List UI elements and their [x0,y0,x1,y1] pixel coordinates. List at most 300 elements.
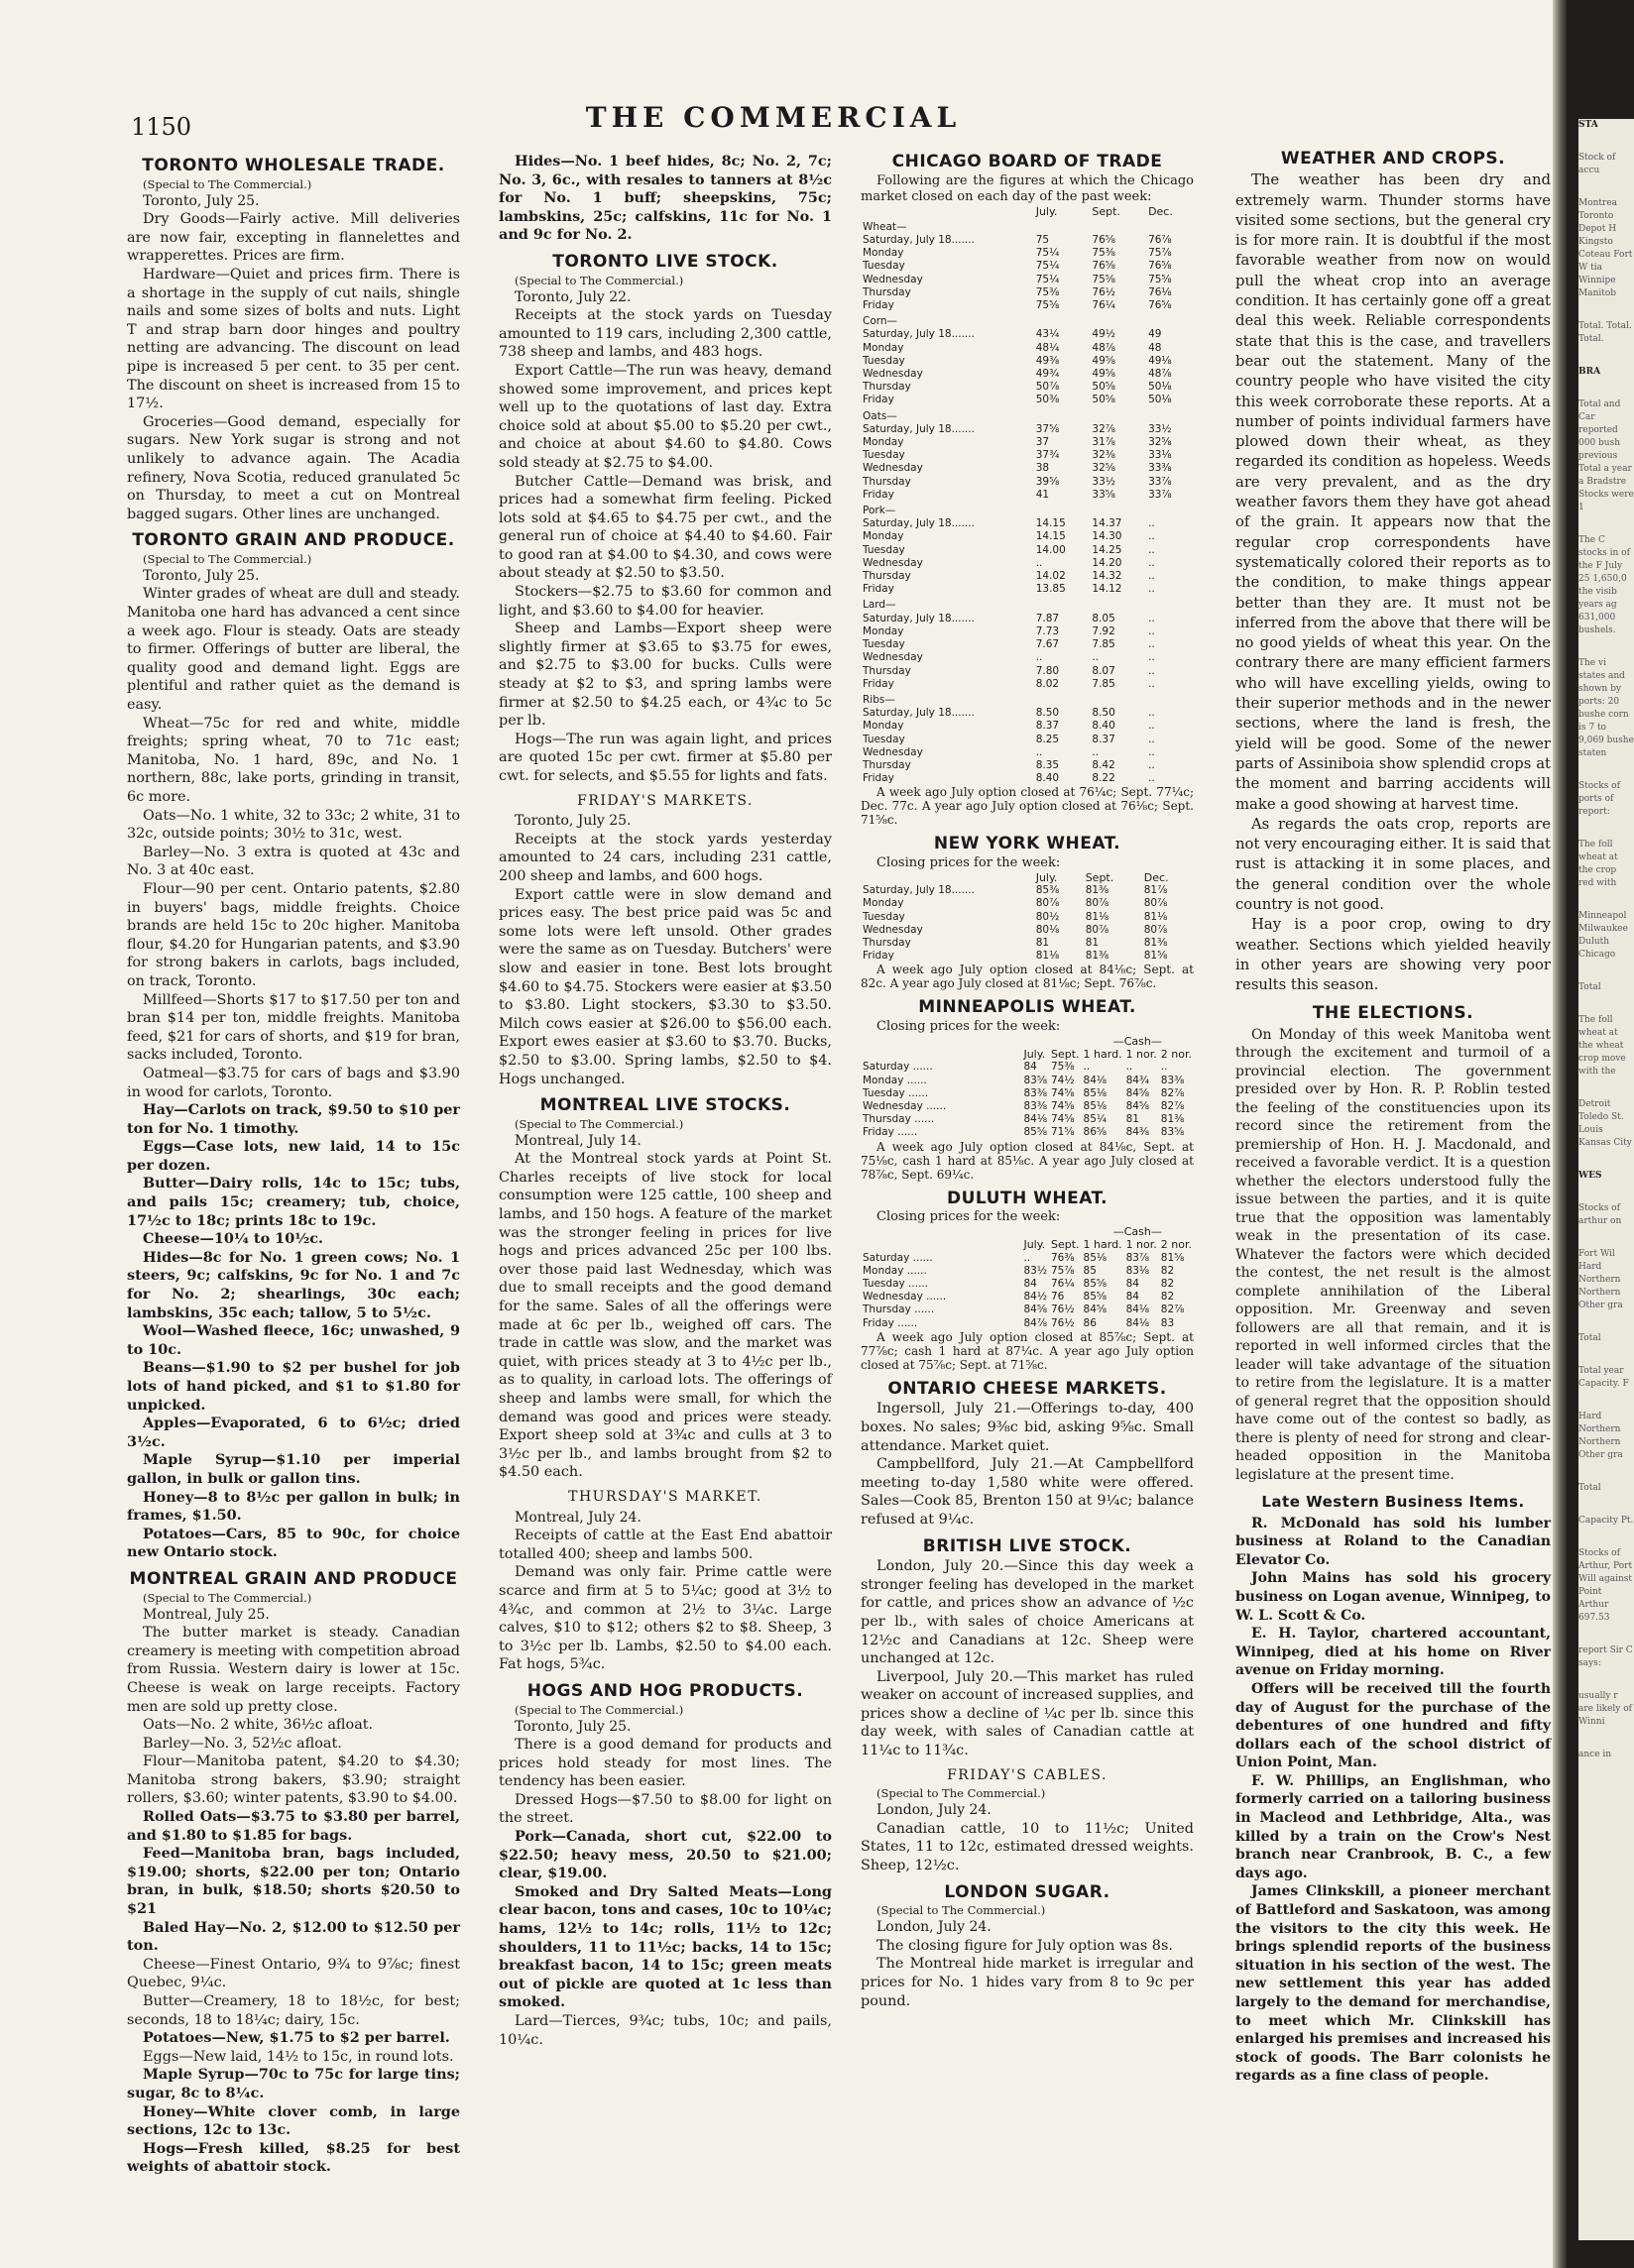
commodity-label: Wheat— [863,220,907,233]
section-title: LONDON SUGAR. [944,1881,1110,1902]
paragraph: The butter market is steady. Canadian creamery is meeting with competition abroad from Russia. Western dairy is lower at 15c. Cheese is weak on large receipts. Factory men are sold up pretty close. [127,1625,460,1715]
price-cell: 81⅛ [1035,950,1060,963]
price-cell: 49½ [1092,328,1115,341]
price-cell: .. [1148,570,1155,583]
price-cell: .. [1148,556,1155,569]
row-label: Friday [863,772,894,785]
row-label: Tuesday [863,733,905,745]
header-row [861,205,1194,218]
header-cell [1021,1225,1081,1238]
price-cell: 82⅞ [1160,1086,1185,1099]
paragraph: Flour—Manitoba patent, $4.20 to $4.30; Manitoba strong bakers, $3.90; straight rollers, $3.60; winter patents, $3.90 to $4.00. [127,1754,460,1807]
row-label: Thursday [863,570,911,583]
table-row [861,897,1194,910]
ny-wheat-table [861,871,1194,963]
price-cell: 85⅝ [1083,1291,1108,1304]
paragraph: Receipts at the stock yards on Tuesday amounted to 119 cars, including 2,300 cattle, 738 sheep and lambs, and 483 hogs. [499,307,832,361]
price-cell: 84 [1023,1277,1037,1290]
price-cell: 81 [1125,1113,1139,1126]
row-label: Tuesday ...... [863,1277,929,1290]
table-row [861,1317,1194,1330]
price-cell: 75⅞ [1051,1264,1075,1277]
table-row [861,368,1194,381]
special-credit: (Special to The Commercial.) [143,551,312,566]
price-cell: 8.05 [1092,612,1115,624]
price-cell: 14.02 [1035,570,1066,583]
price-cell: .. [1125,1061,1133,1074]
table-row [861,570,1194,583]
table-row [861,1304,1194,1316]
column-1 [127,149,460,2177]
strip-fragment: report Sir C says: [1578,1645,1633,1668]
table-row [861,489,1194,502]
section-title: THE ELECTIONS. [1312,1003,1474,1024]
paragraph: On Monday of this week Manitoba went through the excitement and turmoil of a provincial election. The government presided over by Hon. R. P. Roblin tested the feeling of the constituencies upon its record since the retirement from the premiership of Hon. H. J. Macdonald, and received a favorable verdict. It is a question whether the electors understood fully the issue between the parties, and it is quite true that the opposition was lamentably weak in the presentation of its case. Whatever the factors were which decided the contest, the net result is the almost complete annihilation of the Liberal opposition. Mr. Greenway and seven followers are all that remain, and it is reported in well informed circles that the leader will take advantage of the situation to retire from the legislature. It is a matter of general regret that the opposition should have come out of the contest so badly, as there is plenty of need for strong and clear-headed opposition in the Manitoba legislature at the present time. [1235,1026,1551,1483]
table-row [861,234,1194,247]
paragraph: Butcher Cattle—Demand was brisk, and prices had a somewhat firm feeling. Picked lots sold at $4.65 to $4.75 per cwt., and the general run of choice at $4.40 to $4.60. Fair to good ran at $4.00 to $4.30, and cows were about steady at $2.50 to $3.50. [499,473,832,582]
price-cell: 41 [1035,488,1050,501]
price-cell: 14.15 [1035,517,1066,530]
paragraph: Dressed Hogs—$7.50 to $8.00 for light on the street. [499,1791,832,1827]
price-cell: 75⅝ [1035,299,1060,312]
price-cell: 50⅛ [1148,381,1172,394]
row-label: Saturday, July 18....... [863,884,975,897]
commodity-group-row [861,691,1194,707]
price-cell: .. [1148,583,1155,596]
price-cell: 84¾ [1125,1074,1150,1086]
row-label: Tuesday [863,910,905,923]
price-cell: 82⅞ [1160,1099,1185,1112]
paragraph: At the Montreal stock yards at Point St. Charles receipts of live stock for local consumption were 125 cattle, 100 sheep and lambs, and 150 hogs. A feature of the market was the stronger feeling in prices for live hogs and prices advanced 25c per 100 lbs. over those paid last Wednesday, which was due to small receipts and the good demand for the same. Sales of all the offerings were made at 6c per lb., weighed off cars. The trade in cattle was slow, and the market was quiet, with prices steady at 3 to 4½c per lb., as to quality, in carload lots. The offerings of sheep and lambs were small, for which the demand was good and prices were steady. Export sheep sold at 3¾c and culls at 3 to 3½c per lb., and lambs brought from $2 to $4.50 each. [499,1151,832,1481]
price-cell: 8.40 [1092,720,1115,733]
table-row [861,381,1194,394]
price-cell: 80⅛ [1035,923,1060,936]
strip-fragment: STA [1578,120,1598,130]
strip-fragment: The vi states and shown by ports: 20 bushe corn is 7 to 9,069 bushe staten [1578,658,1634,758]
price-cell: 75 [1035,234,1050,246]
row-label: Wednesday ...... [863,1099,947,1112]
price-cell: 14.12 [1092,583,1122,596]
page-number: 1150 [131,113,192,141]
table-row [861,625,1194,638]
row-label: Tuesday [863,543,905,556]
price-cell: 14.00 [1035,543,1066,556]
price-cell: 14.37 [1092,517,1122,530]
price-cell: 49⅝ [1092,354,1115,367]
paragraph: Hogs—Fresh killed, $8.25 for best weights of abattoir stock. [127,2139,460,2176]
price-cell: 75⅜ [1092,247,1115,260]
strip-fragment: usually r are likely of Winni [1578,1691,1632,1727]
paragraph: Export cattle were in slow demand and prices easy. The best price paid was 5c and some lots were left unsold. Other grades were the same as on Tuesday. Butchers' were slow and easier in tone. Best lots brought $4.60 to $4.75. Stockers were easier at $3.50 to $3.80. Light stockers, $3.30 to $3.50. Milch cows easier at $26.00 to $56.00 each. Export ewes easier at $3.60 to $3.70. Bucks, $2.50 to $3.00. Spring lambs, $2.50 to $4. Hogs unchanged. [499,886,832,1087]
strip-fragment: Total [1578,1333,1601,1343]
price-cell: .. [1160,1061,1168,1074]
strip-fragment: WES [1578,1171,1602,1181]
strip-fragment: Total year Capacity. F [1578,1366,1629,1389]
table-intro: Closing prices for the week: [876,1209,1061,1225]
subheading: FRIDAY'S CABLES. [947,1766,1108,1783]
price-cell: 81 [1035,936,1050,949]
section-title: TORONTO LIVE STOCK. [552,251,778,272]
price-cell: 85⅛ [1083,1086,1108,1099]
strip-fragment: Detroit Toledo St. Louis Kansas City [1578,1099,1632,1148]
price-cell: 83⅜ [1023,1099,1047,1112]
price-cell: 84½ [1023,1291,1047,1304]
price-cell: 83⅞ [1125,1251,1150,1264]
cash-header-row [861,1035,1194,1048]
table-row [861,423,1194,436]
price-cell: .. [1092,651,1100,664]
table-row [861,260,1194,273]
paragraph: Honey—8 to 8½c per gallon in bulk; in frames, $1.50. [127,1488,460,1525]
table-row [861,557,1194,570]
paragraph: Pork—Canada, short cut, $22.00 to $22.50; heavy mess, 20.50 to $21.00; clear, $19.00. [499,1828,832,1882]
price-cell: 50⅝ [1092,381,1115,394]
price-cell: 76⅞ [1148,234,1172,246]
header-cell [1021,1035,1081,1048]
dateline: Toronto, July 25. [515,813,632,830]
price-cell: 8.07 [1092,664,1115,677]
row-label: Saturday, July 18....... [863,328,975,341]
price-cell: 81⅜ [1160,1113,1185,1126]
paragraph: Dry Goods—Fairly active. Mill deliveries are now fair, excepting in flannelettes and wrapperettes. Prices are firm. [127,211,460,265]
price-cell: 80⅞ [1143,897,1168,910]
price-cell: 14.32 [1092,570,1122,583]
price-cell: 85⅝ [1023,1126,1047,1139]
column-3 [861,145,1194,2010]
table-note: A week ago July option closed at 85⅞c; Sept. at 77⅞c; cash 1 hard at 87¼c. A year ago July option closed at 75⅞c; Sept. at 71⅝c. [861,1329,1194,1372]
row-label [861,1035,1021,1048]
paragraph: Receipts of cattle at the East End abattoir totalled 400; sheep and lambs 500. [499,1528,832,1562]
strip-fragment: Total [1578,1483,1601,1493]
price-cell: 7.85 [1092,677,1115,690]
page-fold [1553,0,1567,2268]
price-cell: 84⅝ [1125,1099,1150,1112]
paragraph: Maple Syrup—70c to 75c for large tins; sugar, 8c to 8¼c. [127,2066,460,2101]
strip-fragment: The C stocks in of the F July 25 1,650,0 the visib years ag 631,000 bushels. [1578,535,1630,635]
special-credit: (Special to The Commercial.) [515,273,684,287]
price-cell: 75¼ [1035,247,1060,260]
row-label: Monday [863,530,904,543]
header-row [861,1048,1194,1061]
table-row [861,355,1194,368]
price-cell: .. [1148,651,1155,664]
price-cell: 7.73 [1035,624,1060,637]
paragraph: Hay is a poor crop, owing to dry weather. Sections which yielded heavily in other years are showing very poor results this season. [1235,916,1551,994]
paragraph: Campbellford, July 21.—At Campbellford meeting to-day 1,580 white were offered. Sales—Cook 85, Brenton 150 at 9¼c; balance refused at 9¼c. [861,1456,1194,1528]
row-label: Thursday [863,285,911,298]
price-cell: July. [1035,870,1058,884]
header-row [861,1238,1194,1251]
price-cell: 33⅝ [1092,488,1115,501]
price-cell: 39⅝ [1035,475,1060,488]
price-cell: 74½ [1051,1074,1075,1086]
paragraph: Sheep and Lambs—Export sheep were slightly firmer at $3.65 to $3.75 for ewes, and $2.75 to $3.00 for bucks. Culls were steady at $2 to $3, and spring lambs were firmer at $2.50 to $4.25 each, or 4¾c to 5c per lb. [499,621,832,730]
table-row [861,274,1194,286]
price-cell: 84⅝ [1083,1304,1108,1316]
dateline: Toronto, July 25. [143,567,260,584]
paragraph: Eggs—New laid, 14½ to 15c, in round lots. [143,2048,454,2065]
price-cell: .. [1023,1251,1031,1264]
table-row [861,1291,1194,1304]
price-cell: 84⅛ [1125,1316,1150,1329]
table-row [861,517,1194,530]
row-label: Saturday, July 18....... [863,234,975,246]
paragraph: Canadian cattle, 10 to 11½c; United States, 11 to 12c, estimated dressed weights. Sheep, 12½c. [861,1820,1194,1874]
paragraph: Butter—Dairy rolls, 14c to 15c; tubs, and pails 15c; creamery; tub, choice, 17½c to 18c; prints 18c to 19c. [127,1175,460,1229]
table-intro: Following are the figures at which the Chicago market closed on each day of the past week: [861,172,1194,204]
price-cell: Sept. [1051,1238,1080,1252]
table-row [861,544,1194,557]
strip-fragment: Total and Car reported 000 bush previous Total a year a Bradstre Stocks were 1 [1578,399,1634,512]
price-cell: .. [1148,772,1155,785]
row-label: Monday ...... [863,1264,927,1277]
table-row [861,1087,1194,1100]
table-row [861,924,1194,937]
price-cell: 50⅛ [1148,394,1172,406]
special-credit: (Special to The Commercial.) [143,176,312,191]
paragraph: Honey—White clover comb, in large sections, 12c to 13c. [127,2102,460,2139]
price-cell: .. [1083,1061,1091,1074]
paragraph: Baled Hay—No. 2, $12.00 to $12.50 per ton. [127,1918,460,1955]
paragraph: Maple Syrup—$1.10 per imperial gallon, in bulk or gallon tins. [127,1451,460,1487]
row-label: Wednesday [863,651,923,664]
price-cell: 80⅞ [1143,923,1168,936]
price-cell: 8.50 [1092,707,1115,720]
price-cell: 82 [1160,1264,1175,1277]
price-cell: 14.15 [1035,530,1066,543]
price-cell: 33⅜ [1148,462,1172,475]
price-cell: 14.20 [1092,556,1122,569]
price-cell: 75⅜ [1035,285,1060,298]
price-cell: .. [1148,638,1155,651]
paragraph: Hides—No. 1 beef hides, 8c; No. 2, 7c; No. 3, 6c., with resales to tanners at 8½c for No. 1 buff; sheepskins, 75c; lambskins, 25c; calfskins, 11c for No. 1 and 9c for No. 2. [499,153,832,244]
price-cell: 83⅝ [1160,1126,1185,1139]
masthead-title: THE COMMERCIAL [585,101,962,134]
table-row [861,1113,1194,1126]
price-cell: Dec. [1148,204,1173,218]
paragraph: Potatoes—Cars, 85 to 90c, for choice new Ontario stock. [127,1525,460,1561]
table-note: A week ago July option closed at 76¼c; Sept. 77¼c; Dec. 77c. A year ago July option closed at 76⅛c; Sept. 71⅝c. [861,785,1194,828]
row-label: Friday [863,950,894,963]
price-cell: 8.40 [1035,772,1060,785]
row-label: Monday [863,436,904,449]
price-cell: 1 hard. [1083,1238,1122,1252]
price-cell: 82 [1160,1291,1175,1304]
price-cell: 76⅝ [1148,260,1172,273]
price-cell: 83⅝ [1023,1074,1047,1086]
table-row [861,911,1194,924]
price-cell: 76 [1051,1291,1065,1304]
price-cell: 1 nor. [1125,1048,1157,1062]
row-label: Thursday [863,936,911,949]
strip-fragment: The foll wheat at the crop red with [1578,840,1618,888]
price-cell: July. [1023,1238,1046,1252]
strip-fragment: Fort Wil Hard Northern Northern Other gra [1578,1249,1623,1310]
price-cell: 14.30 [1092,530,1122,543]
price-cell: 48⅞ [1092,341,1115,354]
price-cell: .. [1148,612,1155,624]
price-cell: 85 [1083,1264,1097,1277]
paragraph: Potatoes—New, $1.75 to $2 per barrel. [143,2029,450,2047]
price-cell: 85⅛ [1083,1251,1108,1264]
table-row [861,462,1194,475]
section-title: CHICAGO BOARD OF TRADE [891,152,1163,171]
table-row [861,734,1194,746]
price-cell: 84⅞ [1023,1316,1047,1329]
price-cell: Sept. [1092,204,1120,218]
price-cell: 33½ [1148,422,1172,435]
row-label: Friday ...... [863,1316,918,1329]
table-row [861,247,1194,260]
column-2 [499,153,832,2049]
dateline: Montreal, July 24. [515,1509,642,1526]
special-credit: (Special to The Commercial.) [876,1903,1046,1918]
price-cell: 76¼ [1092,299,1115,312]
price-cell: 81⅛ [1085,910,1109,923]
table-row [861,1265,1194,1278]
price-cell: 37⅝ [1035,422,1060,435]
dateline: Toronto, July 25. [515,1718,632,1735]
row-label: Wednesday [863,462,923,475]
price-cell: Sept. [1051,1048,1080,1062]
price-cell: 86⅝ [1083,1126,1108,1139]
row-label: Saturday, July 18....... [863,612,975,624]
price-cell: 80⅞ [1085,897,1109,910]
paragraph: Barley—No. 3 extra is quoted at 43c and No. 3 at 40c east. [127,844,460,879]
table-row [861,394,1194,406]
price-cell: 85⅝ [1083,1277,1108,1290]
price-cell: .. [1148,758,1155,771]
table-row [861,638,1194,651]
row-label: Thursday [863,758,911,771]
price-cell: 31⅞ [1092,436,1115,449]
paragraph: Hay—Carlots on track, $9.50 to $10 per ton for No. 1 timothy. [127,1101,460,1137]
strip-fragment: Capacity Pt. [1578,1516,1634,1526]
paragraph: Demand was only fair. Prime cattle were scarce and firm at 5 to 5¼c; good at 3½ to 4¾c, and common at 2½ to 3¼c. Large calves, $10 to $12; others $2 to $8. Sheep, 3 to 3½c per lb. Lambs, $2.50 to $4.00 each. Fat hogs, 5¾c. [499,1564,832,1673]
price-cell: 2 nor. [1160,1048,1192,1062]
price-cell: .. [1148,745,1155,758]
row-label: Monday [863,247,904,260]
price-cell: 83⅜ [1160,1074,1185,1086]
section-title: WEATHER AND CROPS. [1280,149,1506,169]
table-row [861,299,1194,312]
price-cell: 38 [1035,462,1050,475]
price-cell: 76⅝ [1148,299,1172,312]
price-cell: 13.85 [1035,583,1066,596]
table-row [861,476,1194,489]
section-title: BRITISH LIVE STOCK. [922,1535,1132,1556]
commodity-group-row [861,312,1194,328]
price-cell: 37 [1035,436,1050,449]
price-cell: .. [1148,530,1155,543]
price-cell: July. [1035,204,1058,218]
price-cell: 84⅛ [1023,1113,1047,1126]
price-cell: 49 [1148,328,1162,341]
price-cell: 75⅝ [1148,273,1172,285]
row-label: Saturday, July 18....... [863,422,975,435]
special-credit: (Special to The Commercial.) [515,1702,684,1717]
price-cell: 50⅝ [1092,394,1115,406]
price-cell: 71⅝ [1051,1126,1075,1139]
price-cell: 75¼ [1035,260,1060,273]
paragraph: Hides—8c for No. 1 green cows; No. 1 steers, 9c; calfskins, 9c for No. 1 and 7c for No. 2; shearlings, 30c each; lambskins, 35c each; tallow, 5 to 5½c. [127,1248,460,1321]
price-cell: 81⅛ [1143,910,1168,923]
price-cell: .. [1148,664,1155,677]
price-cell: 81⅜ [1143,936,1168,949]
commodity-label: Lard— [863,599,896,612]
paragraph: Groceries—Good demand, especially for sugars. New York sugar is strong and not unlikely to advance again. The Acadia refinery, Nova Scotia, reduced granulated 5c on Thursday, to meet a cut on Montreal bagged sugars. Other lines are unchanged. [127,413,460,522]
price-cell: 8.37 [1092,733,1115,745]
table-row [861,530,1194,543]
price-cell: 1 nor. [1125,1238,1157,1252]
paragraph: Beans—$1.90 to $2 per bushel for job lots of hand picked, and $1 to $1.80 for unpicked. [127,1359,460,1414]
row-label: Thursday ...... [863,1304,935,1316]
section-title: MINNEAPOLIS WHEAT. [918,997,1136,1018]
row-label: Saturday, July 18....... [863,517,975,530]
price-cell: 76⅝ [1092,234,1115,246]
price-cell: 8.37 [1035,720,1060,733]
price-cell: 8.42 [1092,758,1115,771]
section-title: DULUTH WHEAT. [946,1188,1109,1208]
row-label [861,871,1034,884]
price-cell: 81⅜ [1085,884,1109,897]
price-cell: 85⅛ [1083,1099,1108,1112]
table-row [861,1075,1194,1087]
table-intro: Closing prices for the week: [876,1018,1061,1034]
cash-label: —Cash— [1112,1034,1162,1048]
paragraph: Winter grades of wheat are dull and steady. Manitoba one hard has advanced a cent since a week ago. Flour is steady. Oats are steady to firmer. Offerings of butter are liberal, the quality good and demand light. Eggs are plentiful and rather quiet as the demand is easy. [127,586,460,714]
price-cell: .. [1148,624,1155,637]
row-label: Monday [863,624,904,637]
paragraph: Oats—No. 2 white, 36½c afloat. [143,1717,374,1734]
paragraph: Lard—Tierces, 9¾c; tubs, 10c; and pails, 10¼c. [499,2013,832,2048]
price-cell: 49⅜ [1035,354,1060,367]
row-label: Friday ...... [863,1126,918,1139]
price-cell: 81⅜ [1085,950,1109,963]
duluth-table [861,1225,1194,1330]
table-row [861,286,1194,299]
price-cell: 74⅝ [1051,1113,1075,1126]
special-credit: (Special to The Commercial.) [143,1590,312,1605]
price-cell: 83⅛ [1125,1264,1150,1277]
table-row [861,678,1194,691]
paragraph: Oats—No. 1 white, 32 to 33c; 2 white, 31 to 32c, outside points; 30½ to 31c, west. [127,807,460,843]
paragraph: F. W. Phillips, an Englishman, who formerly carried on a tailoring business in Macleod and Lethbridge, Alta., was killed by a train on the Crow's Nest branch near Cranbrook, B. C., a few days ago. [1235,1772,1551,1881]
price-cell: 75¼ [1035,273,1060,285]
row-label [861,1238,1021,1251]
paragraph: Liverpool, July 20.—This market has ruled weaker on account of increased supplies, and prices show a decline of ¼c per lb. since this day week, with sales of Canadian cattle at 11¼c to 11¾c. [861,1668,1194,1759]
paragraph: Cheese—10¼ to 10½c. [143,1230,323,1248]
table-row [861,720,1194,733]
strip-fragment: Stocks of ports of report: [1578,781,1620,817]
commodity-group-row [861,596,1194,612]
price-cell: 74⅝ [1051,1086,1075,1099]
paragraph: Rolled Oats—$3.75 to $3.80 per barrel, and $1.80 to $1.85 for bags. [127,1808,460,1844]
section-title: MONTREAL GRAIN AND PRODUCE [129,1568,458,1589]
row-label: Wednesday [863,923,923,936]
table-row [861,665,1194,678]
price-cell: 50⅞ [1035,381,1060,394]
price-cell: 76½ [1051,1316,1075,1329]
price-cell: 82⅞ [1160,1304,1185,1316]
price-cell: 80½ [1035,910,1060,923]
strip-fragment: Montrea Toronto Depot H Kingsto Coteau Fort W tia Winnipe Manitob [1578,198,1633,298]
price-cell: 81⅝ [1160,1251,1185,1264]
paragraph: London, July 20.—Since this day week a stronger feeling has developed in the market for cattle, and prices show an advance of ½c per lb., with sales of choice Americans at 12½c and Canadians at 12c. Sheep were unchanged at 12c. [861,1558,1194,1667]
price-cell: 7.80 [1035,664,1060,677]
price-cell: 32⅝ [1092,462,1115,475]
strip-fragment: Stocks of arthur on [1578,1203,1622,1226]
